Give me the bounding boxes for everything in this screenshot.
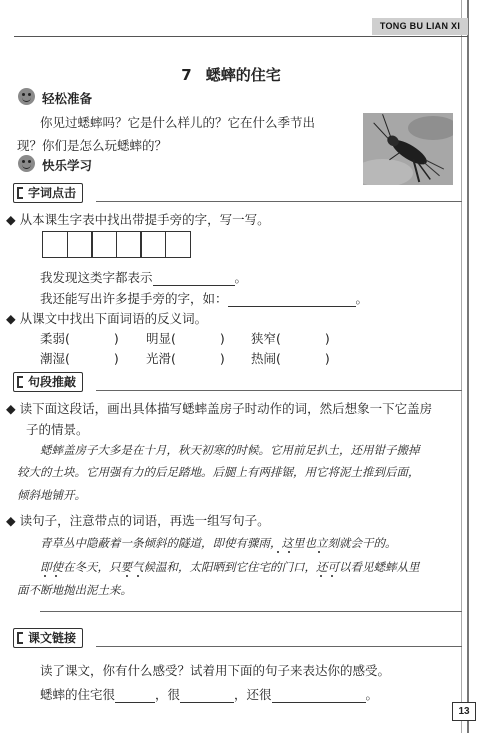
lesson-title-text: 蟋蟀的住宅 <box>205 66 281 84</box>
words-question-1: ◆ 从本课生字表中找出带提手旁的字，写一写。 <box>6 212 270 227</box>
section-rule <box>96 646 462 647</box>
writing-cell[interactable] <box>165 231 191 258</box>
link-line-2: 蟋蟀的住宅很 ，很 ，还很 。 <box>40 687 379 702</box>
words-line-a-prefix: 我发现这类字都表示 <box>40 270 153 285</box>
section-header-words: 字词点击 <box>13 183 83 203</box>
page-number: 13 <box>452 702 476 721</box>
answer-blank[interactable] <box>180 690 234 703</box>
answer-blank[interactable] <box>272 690 366 703</box>
learn-label: 快乐学习 <box>42 158 93 173</box>
sentences-question-2: ◆ 读句子，注意带点的词语，再选一组写句子。 <box>6 513 270 528</box>
smiley-icon <box>18 88 35 105</box>
link-line-1: 读了课文，你有什么感受？试着用下面的句子来表达你的感受。 <box>40 663 391 678</box>
passage-line-2: 较大的土块。它用强有力的后足踏地。后腿上有两排锯，用它将泥土推到后面， <box>17 465 420 479</box>
answer-blank[interactable] <box>153 273 235 286</box>
answer-blank[interactable] <box>115 690 155 703</box>
writing-cell[interactable] <box>42 231 68 258</box>
words-line-a-suffix: 。 <box>234 270 248 285</box>
prep-line-1: 你见过蟋蟀吗？它是什么样儿的？它在什么季节出 <box>40 115 316 130</box>
answer-blank[interactable] <box>228 294 356 307</box>
smiley-icon <box>18 155 35 172</box>
antonym-1: 柔弱( ) <box>40 331 119 346</box>
writing-cell[interactable] <box>91 231 117 258</box>
words-line-a <box>40 268 247 286</box>
answer-line[interactable] <box>40 611 462 612</box>
prep-label: 轻松准备 <box>42 91 93 106</box>
emphasis-dot <box>331 575 333 577</box>
antonym-2: 明显( ) <box>146 331 225 346</box>
emphasis-dot <box>44 575 46 577</box>
header-rule <box>14 36 468 37</box>
lesson-title <box>0 64 462 85</box>
words-line-b <box>40 289 368 307</box>
writing-cell[interactable] <box>140 231 166 258</box>
margin-line-inner <box>461 0 462 733</box>
lesson-number: 7 <box>181 66 192 84</box>
writing-grid <box>42 231 189 258</box>
writing-cell[interactable] <box>67 231 93 258</box>
words-line-b-suffix: 。 <box>355 291 369 306</box>
writing-cell[interactable] <box>116 231 142 258</box>
antonym-4: 潮湿( ) <box>40 351 119 366</box>
emphasis-dot <box>320 575 322 577</box>
cricket-photo <box>363 113 453 185</box>
passage-line-3: 倾斜地铺开。 <box>17 488 86 502</box>
emphasis-dot <box>55 575 57 577</box>
section-rule <box>96 201 462 202</box>
section-header-link: 课文链接 <box>13 628 83 648</box>
example-line-1: 青草丛中隐蔽着一条倾斜的隧道，即使有骤雨，这里也立刻就会干的。 <box>40 536 397 550</box>
emphasis-dot <box>137 575 139 577</box>
antonym-6: 热闹( ) <box>251 351 330 366</box>
emphasis-dot <box>318 551 320 553</box>
sentences-question-1-line-2: 子的情景。 <box>26 422 89 437</box>
emphasis-dot <box>277 551 279 553</box>
example-line-2: 即使在冬天，只要气候温和，太阳晒到它住宅的门口，还可以看见蟋蟀从里 <box>40 560 420 574</box>
passage-line-1: 蟋蟀盖房子大多是在十月，秋天初寒的时候。它用前足扒土，还用钳子搬掉 <box>40 443 420 457</box>
sentences-question-1-line-1: ◆ 读下面这段话，画出具体描写蟋蟀盖房子时动作的词，然后想象一下它盖房 <box>6 401 433 416</box>
words-line-b-prefix: 我还能写出许多提手旁的字，如： <box>40 291 228 306</box>
prep-line-2: 现？你们是怎么玩蟋蟀的？ <box>17 138 168 153</box>
words-question-2: ◆ 从课文中找出下面词语的反义词。 <box>6 311 208 326</box>
antonym-5: 光滑( ) <box>146 351 225 366</box>
cricket-image <box>363 113 453 185</box>
margin-line-outer <box>467 0 469 733</box>
section-header-sentences: 句段推敲 <box>13 372 83 392</box>
emphasis-dot <box>288 551 290 553</box>
emphasis-dot <box>126 575 128 577</box>
antonym-3: 狭窄( ) <box>251 331 330 346</box>
example-line-3: 面不断地抛出泥土来。 <box>17 583 132 597</box>
header-tab: TONG BU LIAN XI <box>372 18 468 35</box>
section-rule <box>96 390 462 391</box>
